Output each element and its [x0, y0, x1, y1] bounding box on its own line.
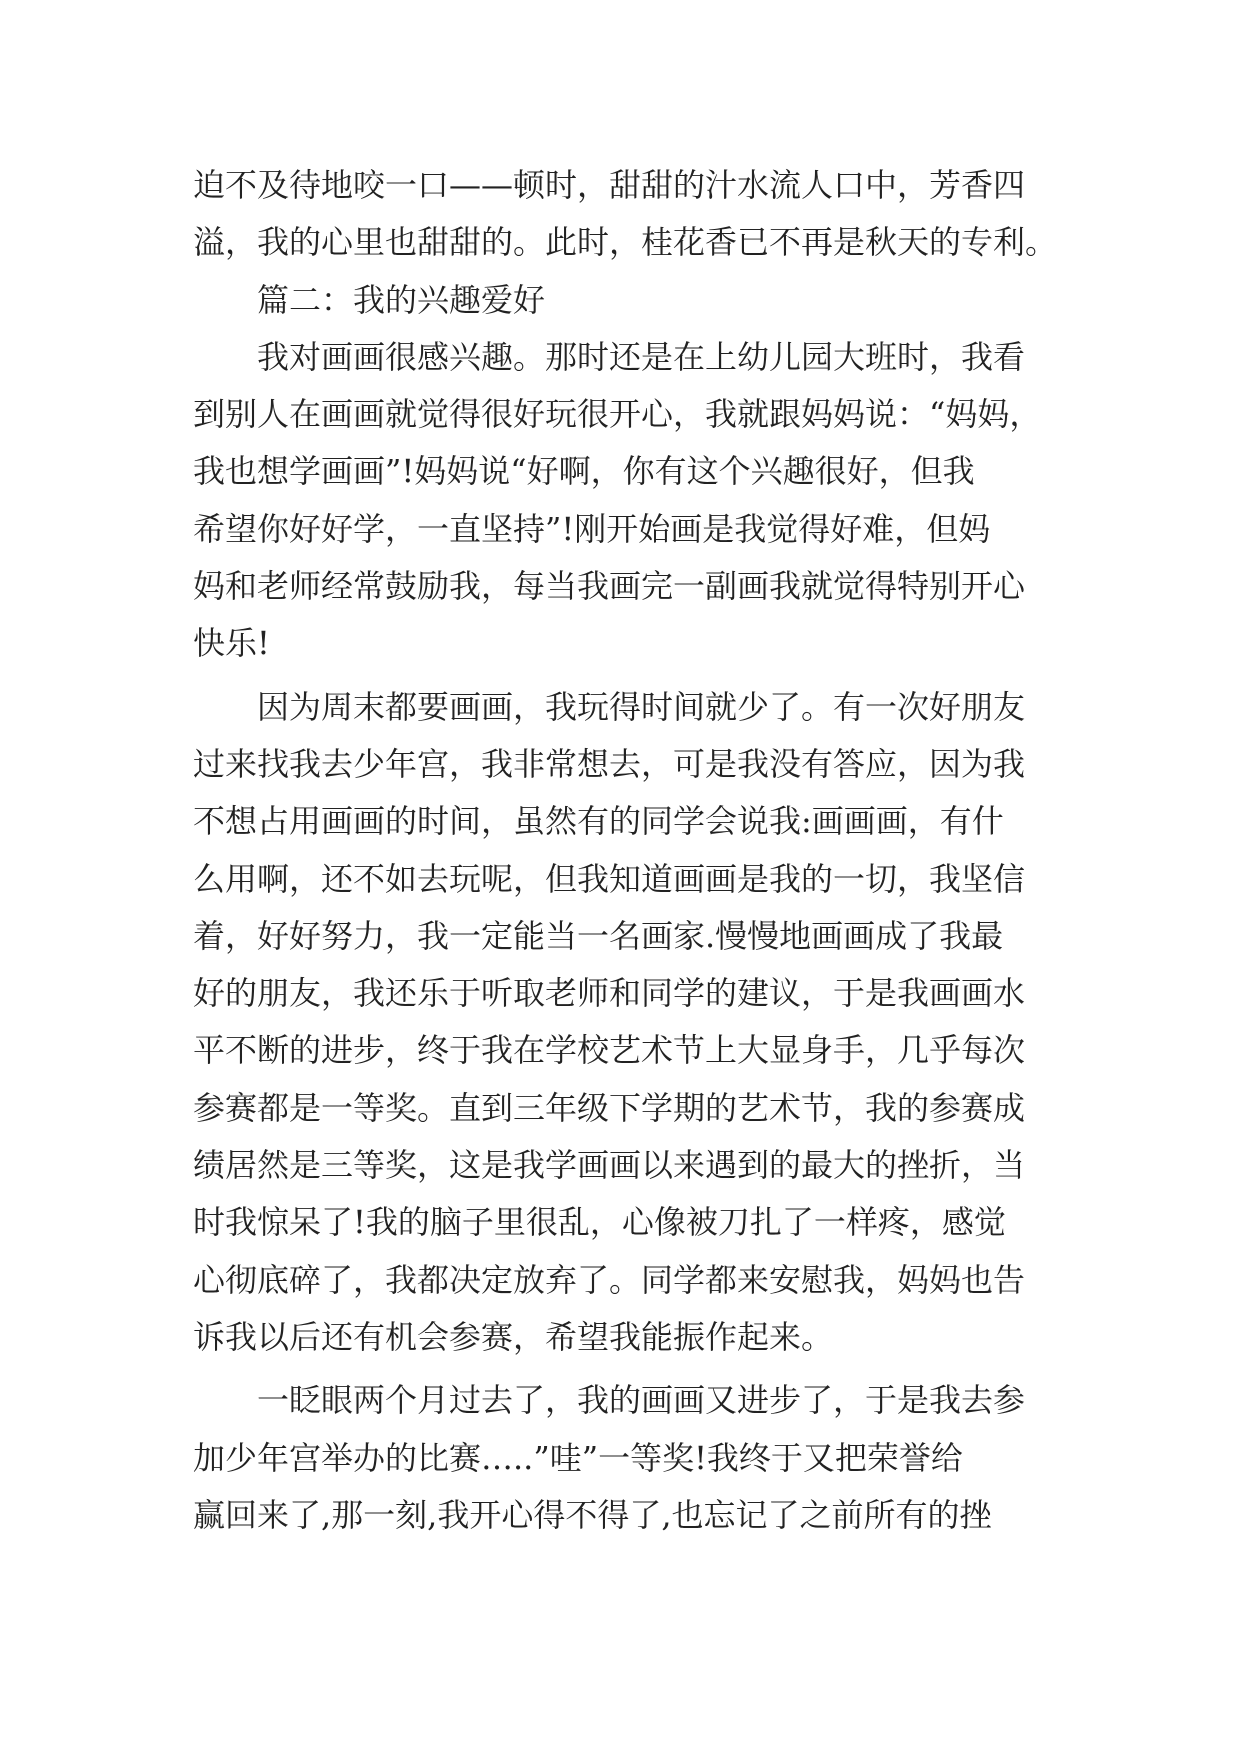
- text-line: 绩居然是三等奖，这是我学画画以来遇到的最大的挫折，当: [193, 1146, 1026, 1185]
- text-line: 希望你好好学，一直坚持”!刚开始画是我觉得好难，但妈: [193, 509, 991, 548]
- text-line: 心彻底碎了，我都决定放弃了。同学都来安慰我，妈妈也告: [193, 1260, 1026, 1299]
- document-body: [193, 157, 1063, 1544]
- text-line: 着，好好努力，我一定能当一名画家.慢慢地画画成了我最: [193, 916, 1004, 955]
- text-line: 过来找我去少年宫，我非常想去，可是我没有答应，因为我: [193, 744, 1026, 783]
- text-line: 不想占用画画的时间，虽然有的同学会说我:画画画，有什: [193, 802, 1004, 841]
- text-line: 平不断的进步，终于我在学校艺术节上大显身手，几乎每次: [193, 1031, 1026, 1070]
- paragraph-first-line: 我对画画很感兴趣。那时还是在上幼儿园大班时，我看: [257, 337, 1026, 376]
- text-line: 迫不及待地咬一口——顿时，甜甜的汁水流人口中，芳香四: [193, 166, 1026, 204]
- text-line: 溢，我的心里也甜甜的。此时，桂花香已不再是秋天的专利。: [193, 223, 1058, 262]
- paragraph-first-line: 一眨眼两个月过去了，我的画画又进步了，于是我去参: [257, 1381, 1026, 1420]
- text-line: 我也想学画画”!妈妈说“好啊，你有这个兴趣很好，但我: [193, 452, 975, 491]
- text-line: 赢回来了,那一刻,我开心得不得了,也忘记了之前所有的挫: [193, 1495, 992, 1534]
- text-line: 加少年宫举办的比赛…..”哇”一等奖!我终于又把荣誉给: [193, 1438, 963, 1477]
- text-line: 到别人在画画就觉得很好玩很开心，我就跟妈妈说：“妈妈，: [193, 395, 1042, 434]
- text-line: 快乐!: [193, 624, 270, 663]
- section-heading: 篇二：我的兴趣爱好: [257, 280, 546, 319]
- text-line: 诉我以后还有机会参赛，希望我能振作起来。: [193, 1317, 834, 1356]
- text-line: 么用啊，还不如去玩呢，但我知道画画是我的一切，我坚信: [193, 859, 1026, 898]
- text-line: 时我惊呆了!我的脑子里很乱，心像被刀扎了一样疼，感觉: [193, 1203, 1006, 1242]
- text-line: 好的朋友，我还乐于听取老师和同学的建议，于是我画画水: [193, 974, 1026, 1013]
- text-line: 妈和老师经常鼓励我，每当我画完一副画我就觉得特别开心: [193, 567, 1026, 606]
- text-line: 参赛都是一等奖。直到三年级下学期的艺术节，我的参赛成: [193, 1088, 1026, 1127]
- paragraph-first-line: 因为周末都要画画，我玩得时间就少了。有一次好朋友: [257, 687, 1026, 726]
